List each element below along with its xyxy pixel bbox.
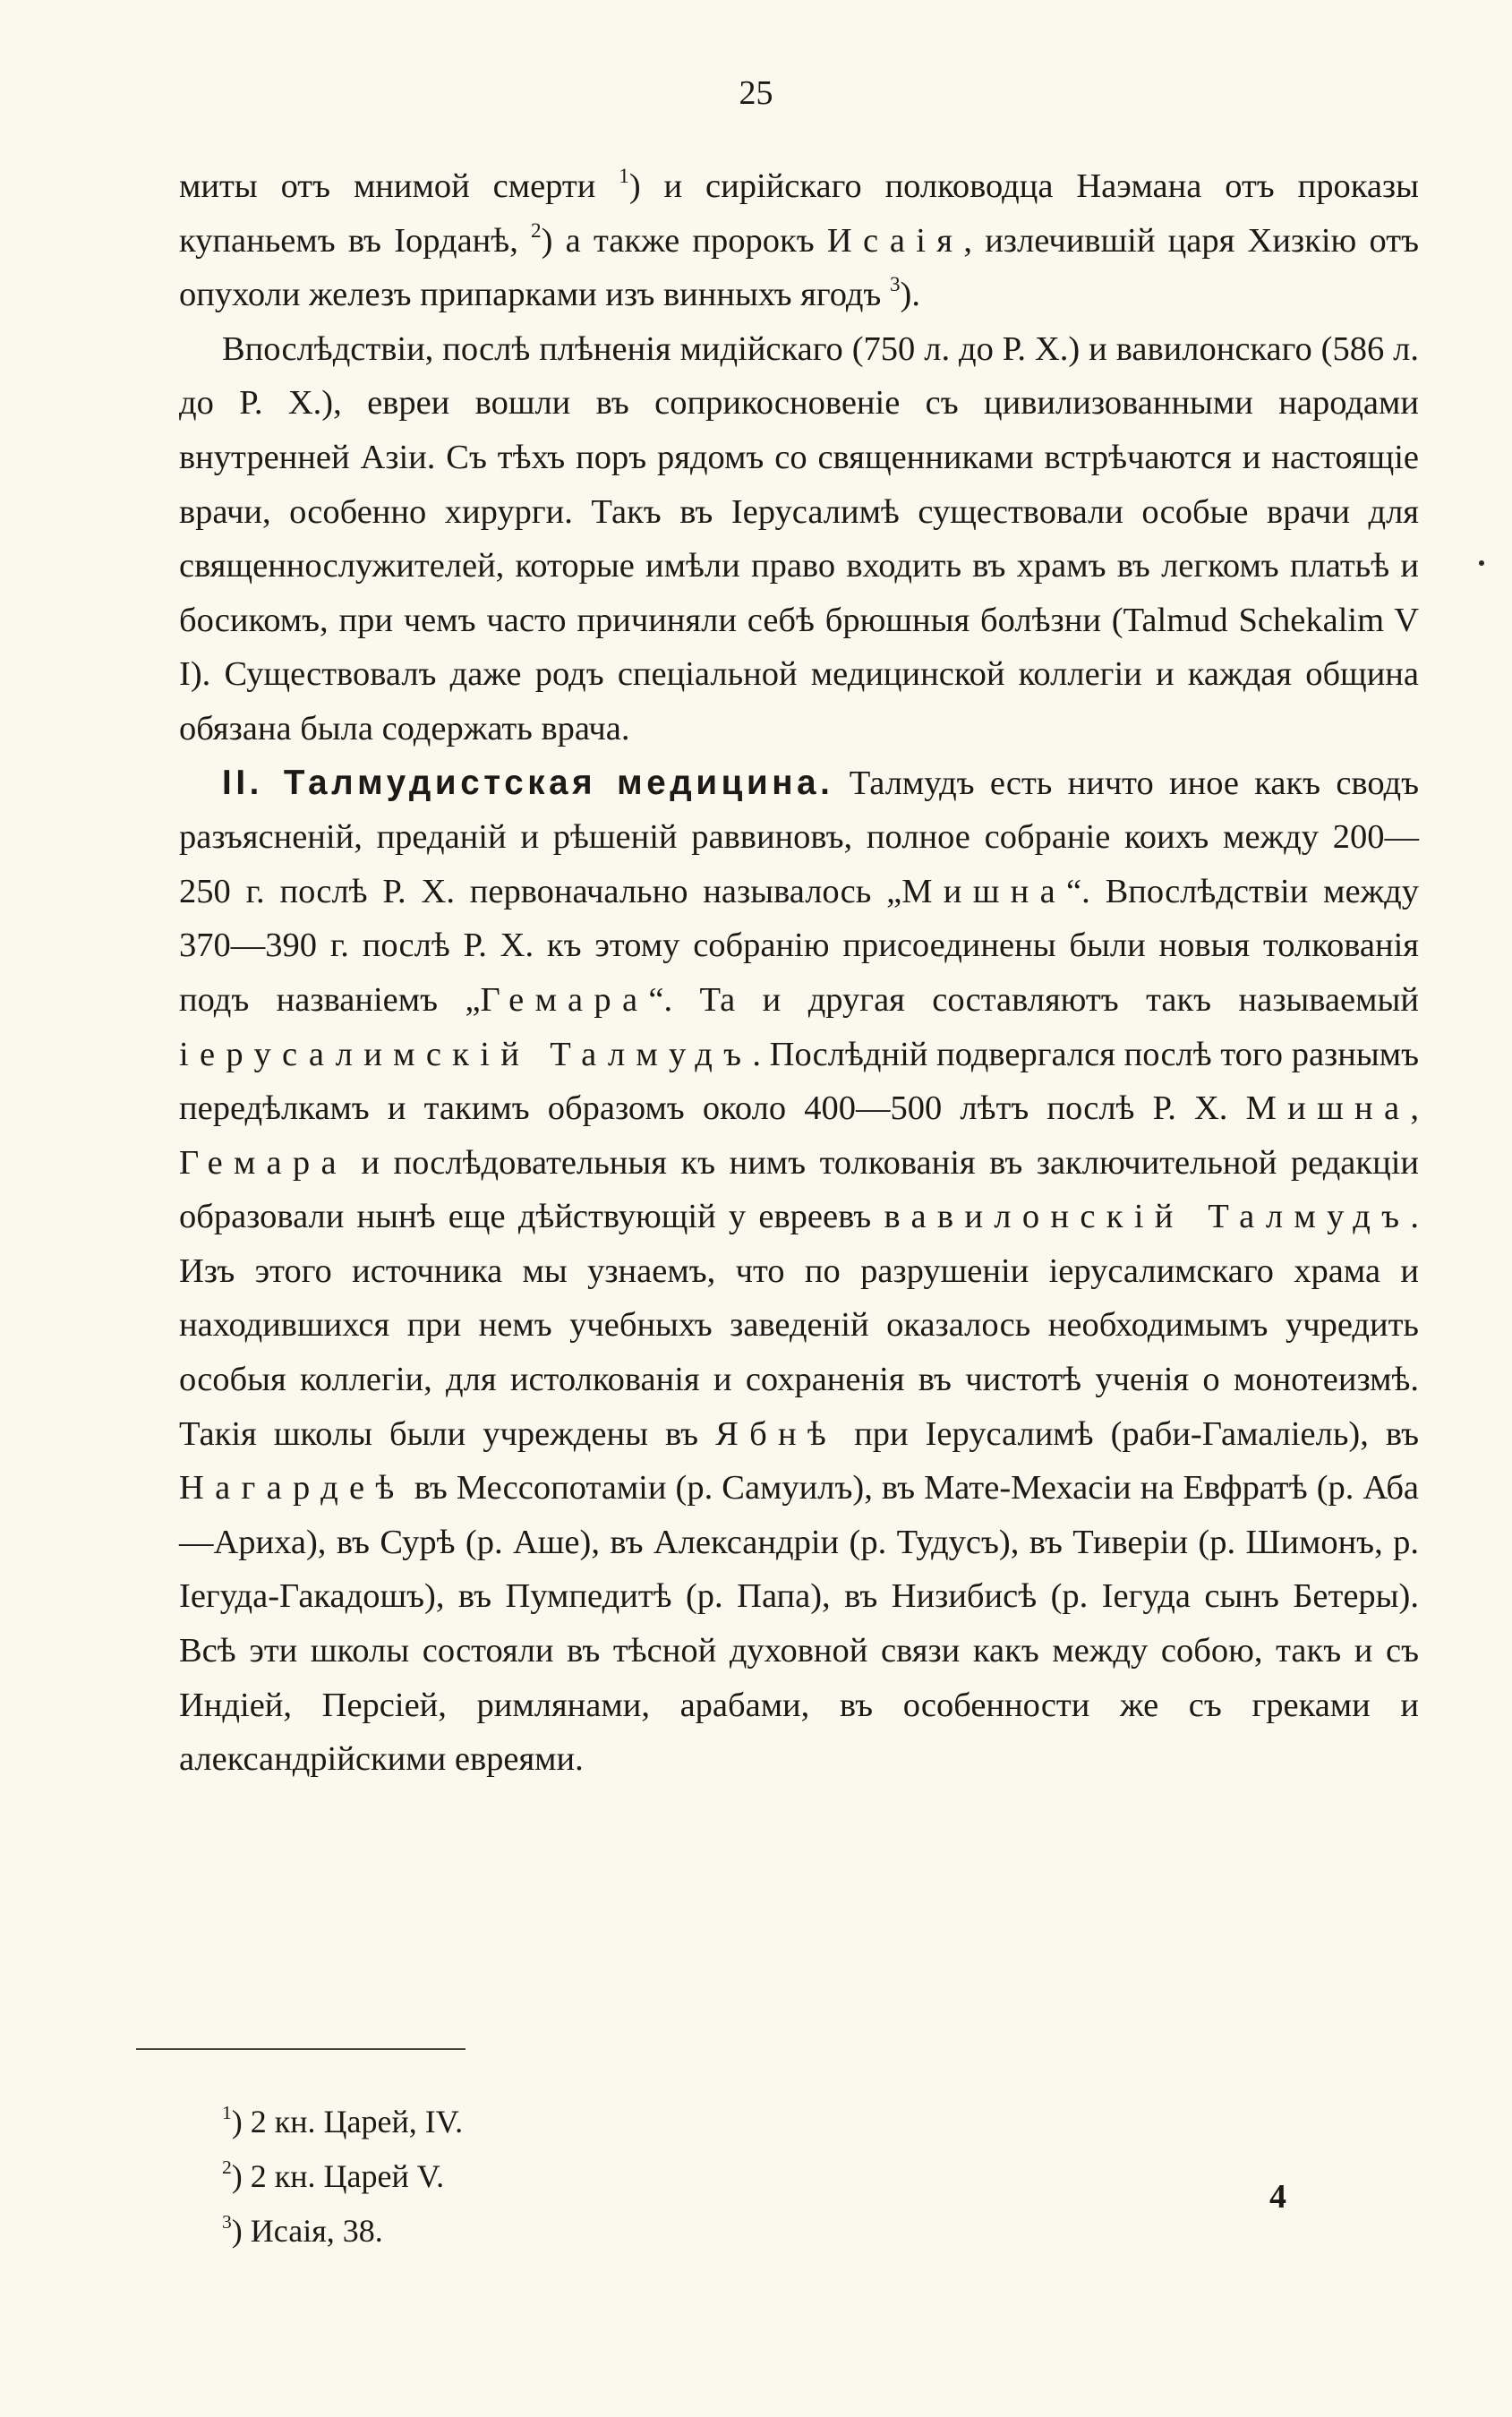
text-run: . Изъ этого источника мы узнаемъ, что по разрушеніи іерусалимскаго храма и находившихся при немъ учебныхъ заведеній оказалось необходимымъ учредить особыя коллегіи, для истолкованія и сохраненія въ чистотѣ ученія о монотеизмѣ. Такія школы были учреждены въ xyxy=(179,1198,1419,1453)
text-run: ) и сирійскаго полководца Наэмана отъ проказы купаньемъ въ Іорданѣ, xyxy=(179,167,1420,260)
footnote-3 xyxy=(222,2204,463,2259)
text-run: , излечившій царя Хизкію отъ опухоли железъ припарками изъ винныхъ ягодъ xyxy=(179,221,1419,314)
spaced-term-gemara: Гемара xyxy=(480,980,649,1019)
footnote-text: 2 кн. Царей V. xyxy=(242,2158,445,2194)
footnote-ref-2: 2 xyxy=(531,218,542,242)
page-number: 25 xyxy=(739,74,773,112)
spaced-name-isaiah: Исаія xyxy=(826,221,964,260)
text-run: и послѣдовательныя къ нимъ толкованія въ заключительной редакціи образовали нынѣ еще дѣйствующій у евреевъ xyxy=(179,1143,1419,1236)
paragraph-3 xyxy=(179,756,1419,1787)
main-text xyxy=(179,159,1419,1787)
footnote-2 xyxy=(222,2149,463,2204)
spaced-term-mishna: Мишна xyxy=(1245,1089,1411,1128)
footnote-paren: ) xyxy=(231,2213,243,2249)
footnote-mark: 1 xyxy=(222,2101,232,2123)
footnote-mark: 2 xyxy=(222,2156,232,2178)
footnote-ref-1: 1 xyxy=(619,163,629,187)
paragraph-2: Впослѣдствіи, послѣ плѣненія мидійскаго (750 л. до Р. Х.) и вавилонскаго (586 л. до Р. Х.), евреи вошли въ соприкосновеніе съ цивилизованными народами внутренней Азіи. Съ тѣхъ поръ рядомъ со священниками встрѣчаются и настоящіе врачи, особенно хирурги. Такъ въ Іерусалимѣ существовали особые врачи для священнослужителей, которые имѣли право входить въ храмъ въ легкомъ платьѣ и босикомъ, при чемъ часто причиняли себѣ брюшныя болѣзни (Talmud Schekalim V I). Существовалъ даже родъ спеціальной медицинской коллегіи и каждая община обязана была содержать врача. xyxy=(179,329,1419,747)
spaced-term-jerusalem-talmud: іерусалимскій Талмудъ xyxy=(179,1035,753,1073)
text-run: . Послѣдній подвергался послѣ того разнымъ передѣлкамъ и такимъ образомъ около 400—500 лѣтъ послѣ Р. Х. xyxy=(179,1035,1419,1128)
text-run: “. Та и другая составляютъ такъ называемый xyxy=(648,980,1419,1019)
text-run: при Іерусалимѣ (раби-Гамаліель), въ xyxy=(837,1414,1419,1453)
text-run: Талмудъ есть ничто иное какъ сводъ разъясненій, преданій и рѣшеній раввиновъ, полное собраніе коихъ между 200—250 г. послѣ Р. Х. первоначально называлось „ xyxy=(179,764,1419,910)
text-run: , xyxy=(1410,1089,1419,1128)
footnote-paren: ) xyxy=(231,2158,243,2194)
signature-mark: 4 xyxy=(1269,2178,1286,2216)
spaced-place-yavne: Ябнѣ xyxy=(715,1414,838,1453)
spaced-term-babylonian-talmud: вавилонскій Талмудъ xyxy=(884,1198,1411,1236)
footnote-divider xyxy=(136,2048,466,2050)
text-run: “. Впослѣдствіи между 370—390 г. послѣ Р. Х. къ этому собранію присоединены были новыя толкованія подъ названіемъ „ xyxy=(179,872,1420,1019)
footnote-mark: 3 xyxy=(222,2210,232,2233)
text-run: ) а также пророкъ xyxy=(541,221,827,260)
text-run: ). xyxy=(900,276,920,314)
section-heading: II. Талмудистская медицина. xyxy=(222,763,834,802)
footnote-text: Исаія, 38. xyxy=(242,2213,383,2249)
footnote-paren: ) xyxy=(231,2104,243,2139)
footnotes xyxy=(222,2095,463,2259)
spaced-term-gemara: Гемара xyxy=(179,1143,347,1182)
footnote-ref-3: 3 xyxy=(889,272,901,296)
text-run: въ Мессопотаміи (р. Самуилъ), въ Мате-Мехасіи на Евфратѣ (р. Аба—Ариха), въ Сурѣ (р. Аше), въ Александріи (р. Тудусъ), въ Тиверіи (р. Шимонъ, р. Іегуда-Гакадошъ), въ Пумпедитѣ (р. Папа), въ Низибисѣ (р. Іегуда сынъ Бетеры). Всѣ эти школы состояли въ тѣсной духовной связи какъ между собою, такъ и съ Индіей, Персіей, римлянами, арабами, въ особенности же съ греками и александрійскими евреями. xyxy=(179,1469,1419,1779)
footnote-1 xyxy=(222,2095,463,2149)
footnote-text: 2 кн. Царей, IV. xyxy=(242,2104,464,2139)
spaced-place-nagarde: Нагардеѣ xyxy=(179,1469,406,1507)
ink-speck xyxy=(1479,560,1484,566)
text-run: миты отъ мнимой смерти xyxy=(179,167,619,205)
paragraph-1 xyxy=(179,159,1419,322)
spaced-term-mishna: Мишна xyxy=(901,872,1066,910)
